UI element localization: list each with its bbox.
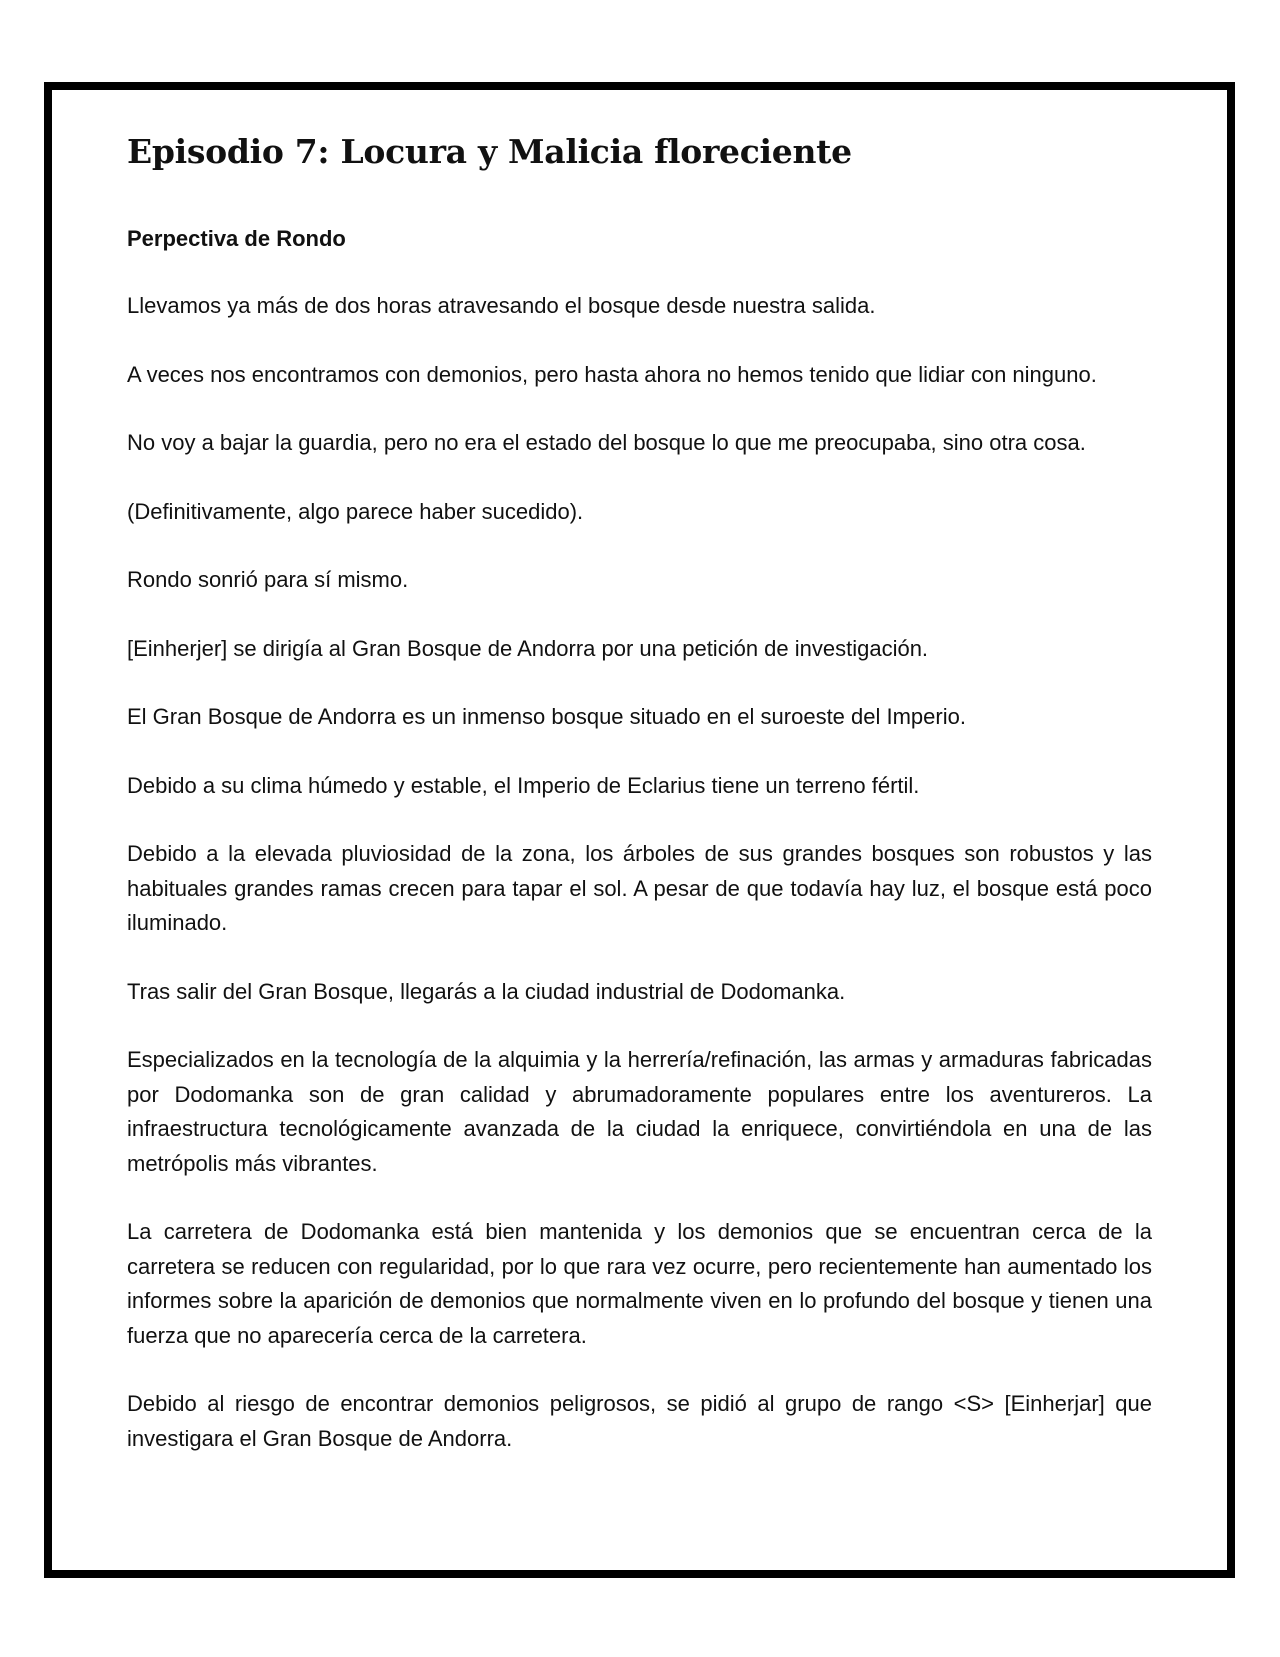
chapter-content [127, 130, 1152, 1490]
paragraph: La carretera de Dodomanka está bien mantenida y los demonios que se encuentran cerca de la carretera se reducen con regularidad, por lo que rara vez ocurre, pero recientemente han aumentado los informes sobre la aparición de demonios que normalmente viven en lo profundo del bosque y tienen una fuerza que no aparecería cerca de la carretera. [127, 1219, 1152, 1348]
paragraph: Especializados en la tecnología de la alquimia y la herrería/refinación, las armas y armaduras fabricadas por Dodomanka son de gran calidad y abrumadoramente populares entre los aventureros. La infraestructura tecnológicamente avanzada de la ciudad la enriquece, convirtiéndola en una de las metrópolis más vibrantes. [127, 1047, 1152, 1176]
paragraph: Tras salir del Gran Bosque, llegarás a la ciudad industrial de Dodomanka. [127, 978, 846, 1004]
paragraph: El Gran Bosque de Andorra es un inmenso bosque situado en el suroeste del Imperio. [127, 704, 966, 729]
perspective-heading: Perpectiva de Rondo [127, 226, 346, 251]
paragraph: A veces nos encontramos con demonios, pero hasta ahora no hemos tenido que lidiar con ninguno. [127, 361, 1097, 387]
paragraph: Rondo sonrió para sí mismo. [127, 567, 409, 592]
chapter-title: Episodio 7: Locura y Malicia floreciente [127, 132, 852, 171]
paragraph: Llevamos ya más de dos horas atravesando el bosque desde nuestra salida. [127, 293, 876, 318]
page-frame [44, 82, 1235, 1578]
paragraph: [Einherjer] se dirigía al Gran Bosque de Andorra por una petición de investigación. [127, 635, 929, 661]
paragraph: Debido a la elevada pluviosidad de la zona, los árboles de sus grandes bosques son robustos y las habituales grandes ramas crecen para tapar el sol. A pesar de que todavía hay luz, el bosque está poco iluminado. [127, 841, 1152, 935]
paragraph: (Definitivamente, algo parece haber sucedido). [127, 498, 584, 524]
paragraph: No voy a bajar la guardia, pero no era el estado del bosque lo que me preocupaba, sino otra cosa. [127, 430, 1086, 455]
paragraph: Debido a su clima húmedo y estable, el Imperio de Eclarius tiene un terreno fértil. [127, 772, 920, 798]
paragraph: Debido al riesgo de encontrar demonios peligrosos, se pidió al grupo de rango <S> [Einherjar] que investigara el Gran Bosque de Andorra. [127, 1391, 1152, 1451]
